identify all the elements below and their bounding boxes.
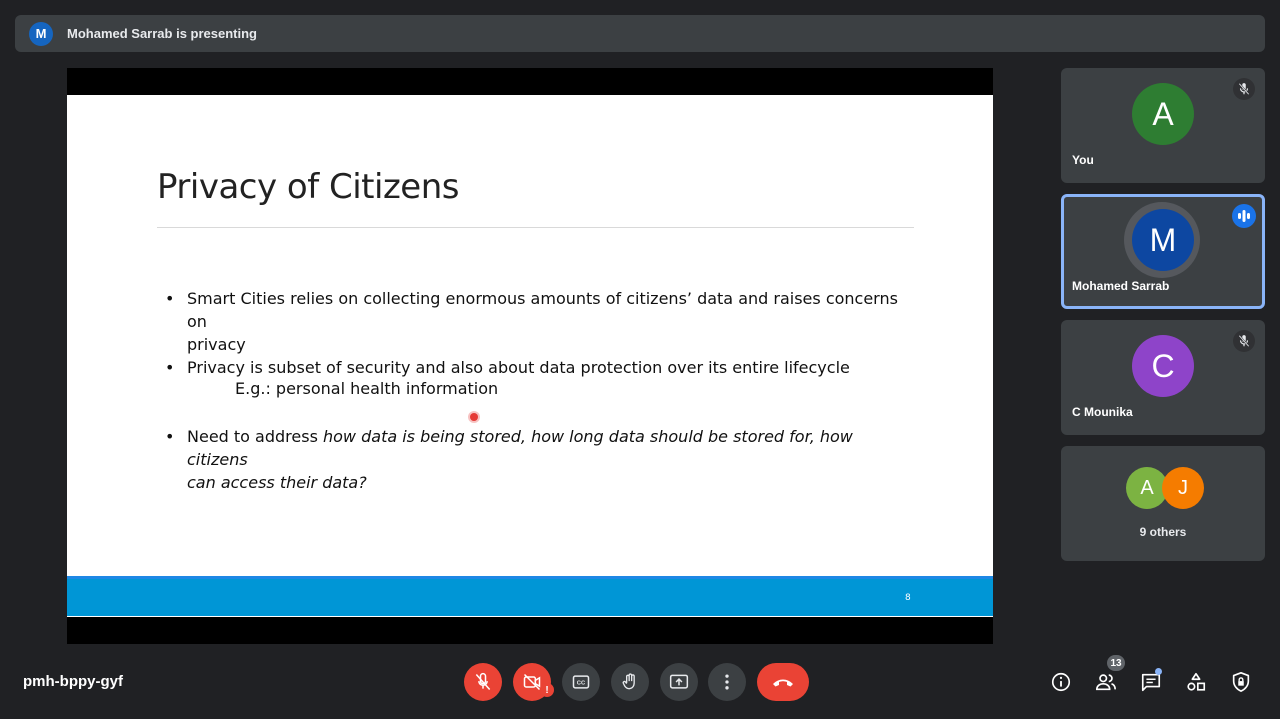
info-icon [1050, 671, 1072, 693]
participant-tile-c-mounika[interactable] [1061, 320, 1265, 435]
present-screen-button[interactable] [660, 663, 698, 701]
other-avatar: A [1126, 467, 1168, 509]
title-divider [157, 227, 914, 228]
bullet-text-italic: how data is being stored, how long data should be stored for, how citizens [187, 427, 853, 469]
bullet-text: Smart Cities relies on collecting enormous amounts of citizens’ data and raises concerns on [187, 289, 898, 331]
bullet-text-italic: can access their data? [187, 473, 367, 492]
bullet-subtext: E.g.: personal health information [235, 379, 499, 398]
people-count-badge: 13 [1107, 655, 1125, 671]
participant-tile-others[interactable] [1061, 446, 1265, 561]
svg-text:CC: CC [576, 680, 586, 687]
mic-muted-icon [1233, 78, 1255, 100]
activities-button[interactable] [1183, 669, 1209, 695]
mic-toggle-button[interactable] [464, 663, 502, 701]
mic-muted-icon [1233, 330, 1255, 352]
bullet-dot: • [165, 289, 175, 308]
captions-button[interactable] [562, 663, 600, 701]
meeting-info-button[interactable] [1048, 669, 1074, 695]
host-controls-button[interactable] [1228, 669, 1254, 695]
bullet-text: Privacy is subset of security and also about data protection over its entire lifecycle [187, 358, 850, 377]
bullet-dot: • [165, 427, 175, 446]
laser-pointer [470, 413, 478, 421]
others-label: 9 others [1139, 525, 1187, 539]
participant-tile-presenter[interactable] [1061, 194, 1265, 309]
presenting-banner [15, 15, 1265, 52]
captions-icon [571, 672, 591, 692]
bullet-text: Need to address [187, 427, 323, 446]
presentation-slide [67, 95, 993, 617]
slide-footer-band [67, 579, 993, 616]
camera-alert-icon: ! [540, 683, 554, 697]
presentation-stage [67, 68, 993, 644]
participant-tile-you[interactable] [1061, 68, 1265, 183]
participant-avatar: A [1132, 83, 1194, 145]
shield-lock-icon [1230, 671, 1252, 693]
raise-hand-icon [620, 672, 640, 692]
end-call-button[interactable] [757, 663, 809, 701]
meeting-code: pmh-bppy-gyf [23, 673, 123, 690]
more-options-button[interactable] [708, 663, 746, 701]
end-call-icon [771, 675, 795, 689]
speaking-indicator-icon [1232, 204, 1256, 228]
participant-avatar: M [1132, 209, 1194, 271]
mic-off-icon [473, 672, 493, 692]
camera-off-icon [522, 672, 542, 692]
present-screen-icon [669, 672, 689, 692]
slide-page-number: 8 [905, 593, 911, 603]
presenter-avatar: M [29, 22, 53, 46]
slide-title: Privacy of Citizens [157, 167, 459, 207]
raise-hand-button[interactable] [611, 663, 649, 701]
other-avatar: J [1162, 467, 1204, 509]
bullet-dot: • [165, 358, 175, 377]
chat-notification-dot [1155, 668, 1162, 675]
participant-avatar: C [1132, 335, 1194, 397]
participant-name: You [1072, 153, 1094, 167]
participant-name: C Mounika [1072, 405, 1133, 419]
participant-name: Mohamed Sarrab [1072, 279, 1170, 293]
people-button[interactable] [1093, 669, 1119, 695]
presenting-text: Mohamed Sarrab is presenting [67, 26, 257, 41]
people-icon [1095, 671, 1117, 693]
activities-icon [1185, 671, 1207, 693]
bullet-text: privacy [187, 335, 246, 354]
more-vert-icon [717, 672, 737, 692]
